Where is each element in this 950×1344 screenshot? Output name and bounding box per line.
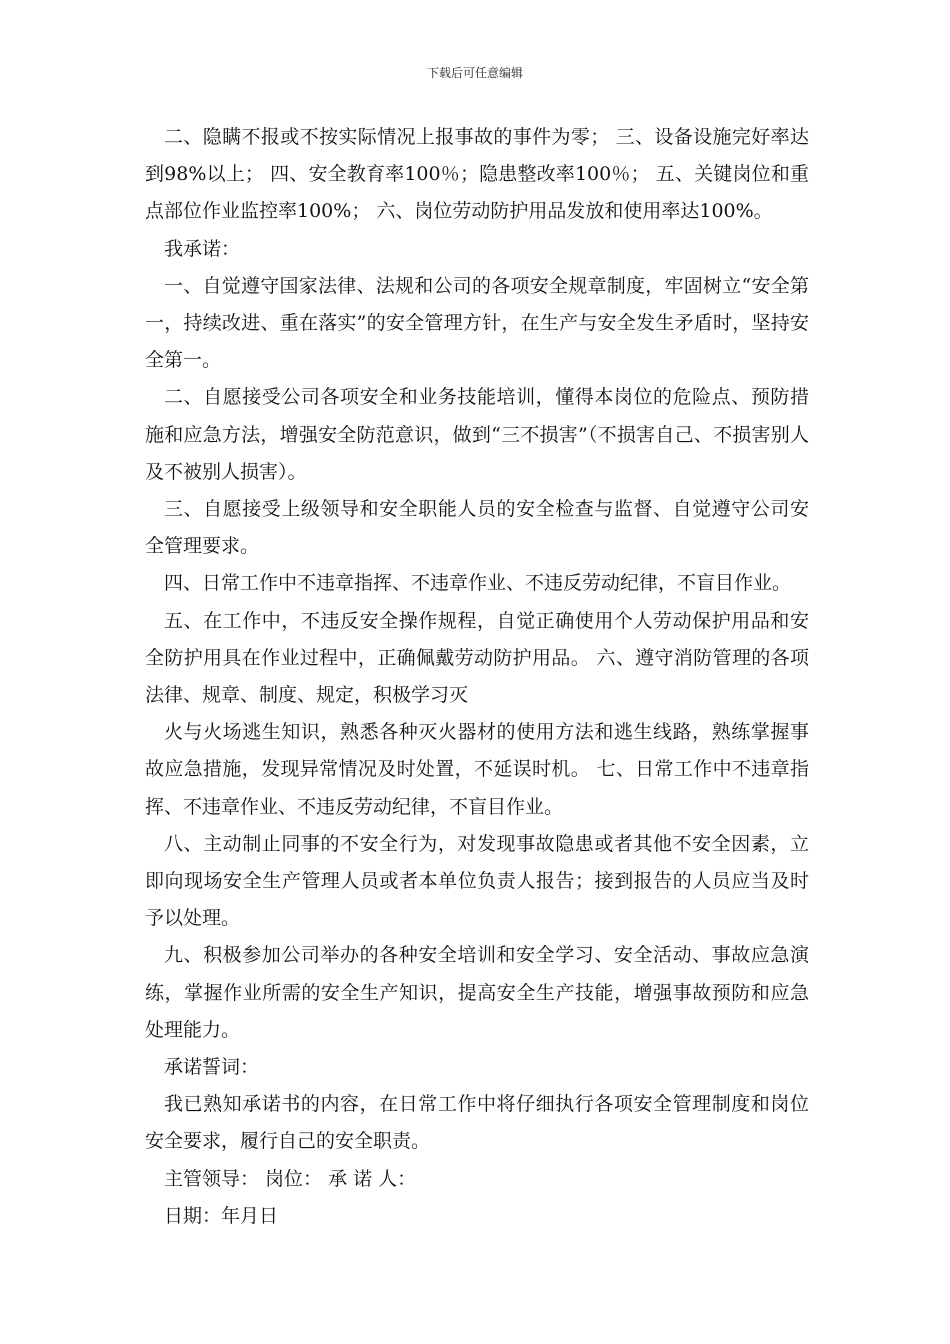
paragraph-item-3: 三、自愿接受上级领导和安全职能人员的安全检查与监督、自觉遵守公司安全管理要求。	[145, 498, 809, 558]
paragraph-item-9: 九、积极参加公司举办的各种安全培训和安全学习、安全活动、事故应急演练，掌握作业所需的安全生产知识，提高安全生产技能，增强事故预防和应急处理能力。	[145, 944, 809, 1041]
paragraph-pledge-heading: 我承诺：	[164, 237, 241, 260]
paragraph-item-2: 二、自愿接受公司各项安全和业务技能培训，懂得本岗位的危险点、预防措施和应急方法，增强安全防范意识，做到“三不损害”（不损害自己、不损害别人及不被别人损害）。	[145, 386, 809, 483]
paragraph-item-5-6: 五、在工作中，不违反安全操作规程，自觉正确使用个人劳动保护用品和安全防护用具在作业过程中，正确佩戴劳动防护用品。 六、遵守消防管理的各项法律、规章、制度、规定，积极学习灭	[145, 609, 809, 707]
date-line: 日期：年月日	[164, 1204, 279, 1227]
paragraph-targets: 二、隐瞒不报或不按实际情况上报事故的事件为零； 三、设备设施完好率达到98%以上； 四、安全教育率100％；隐患整改率100％； 五、关键岗位和重点部位作业监控率100%； 六、岗位劳动防护用品发放和使用率达100%。	[145, 126, 809, 223]
document-body	[145, 119, 809, 1235]
paragraph-item-6-7-continued: 火与火场逃生知识，熟悉各种灭火器材的使用方法和逃生线路，熟练掌握事故应急措施，发现异常情况及时处置，不延误时机。 七、日常工作中不违章指挥、不违章作业、不违反劳动纪律，不盲目作业。	[145, 721, 809, 818]
signature-line: 主管领导： 岗位： 承 诺 人：	[164, 1167, 417, 1190]
paragraph-item-1: 一、自觉遵守国家法律、法规和公司的各项安全规章制度，牢固树立“安全第一，持续改进、重在落实”的安全管理方针，在生产与安全发生矛盾时，坚持安全第一。	[145, 274, 809, 372]
paragraph-item-4: 四、日常工作中不违章指挥、不违章作业、不违反劳动纪律，不盲目作业。	[164, 572, 792, 595]
paragraph-item-8: 八、主动制止同事的不安全行为，对发现事故隐患或者其他不安全因素，立即向现场安全生产管理人员或者本单位负责人报告；接到报告的人员应当及时予以处理。	[145, 832, 809, 930]
paragraph-oath-heading: 承诺誓词：	[164, 1056, 260, 1079]
page-header: 下载后可任意编辑	[426, 66, 523, 80]
paragraph-oath-text: 我已熟知承诺书的内容，在日常工作中将仔细执行各项安全管理制度和岗位安全要求，履行自己的安全职责。	[145, 1093, 809, 1153]
